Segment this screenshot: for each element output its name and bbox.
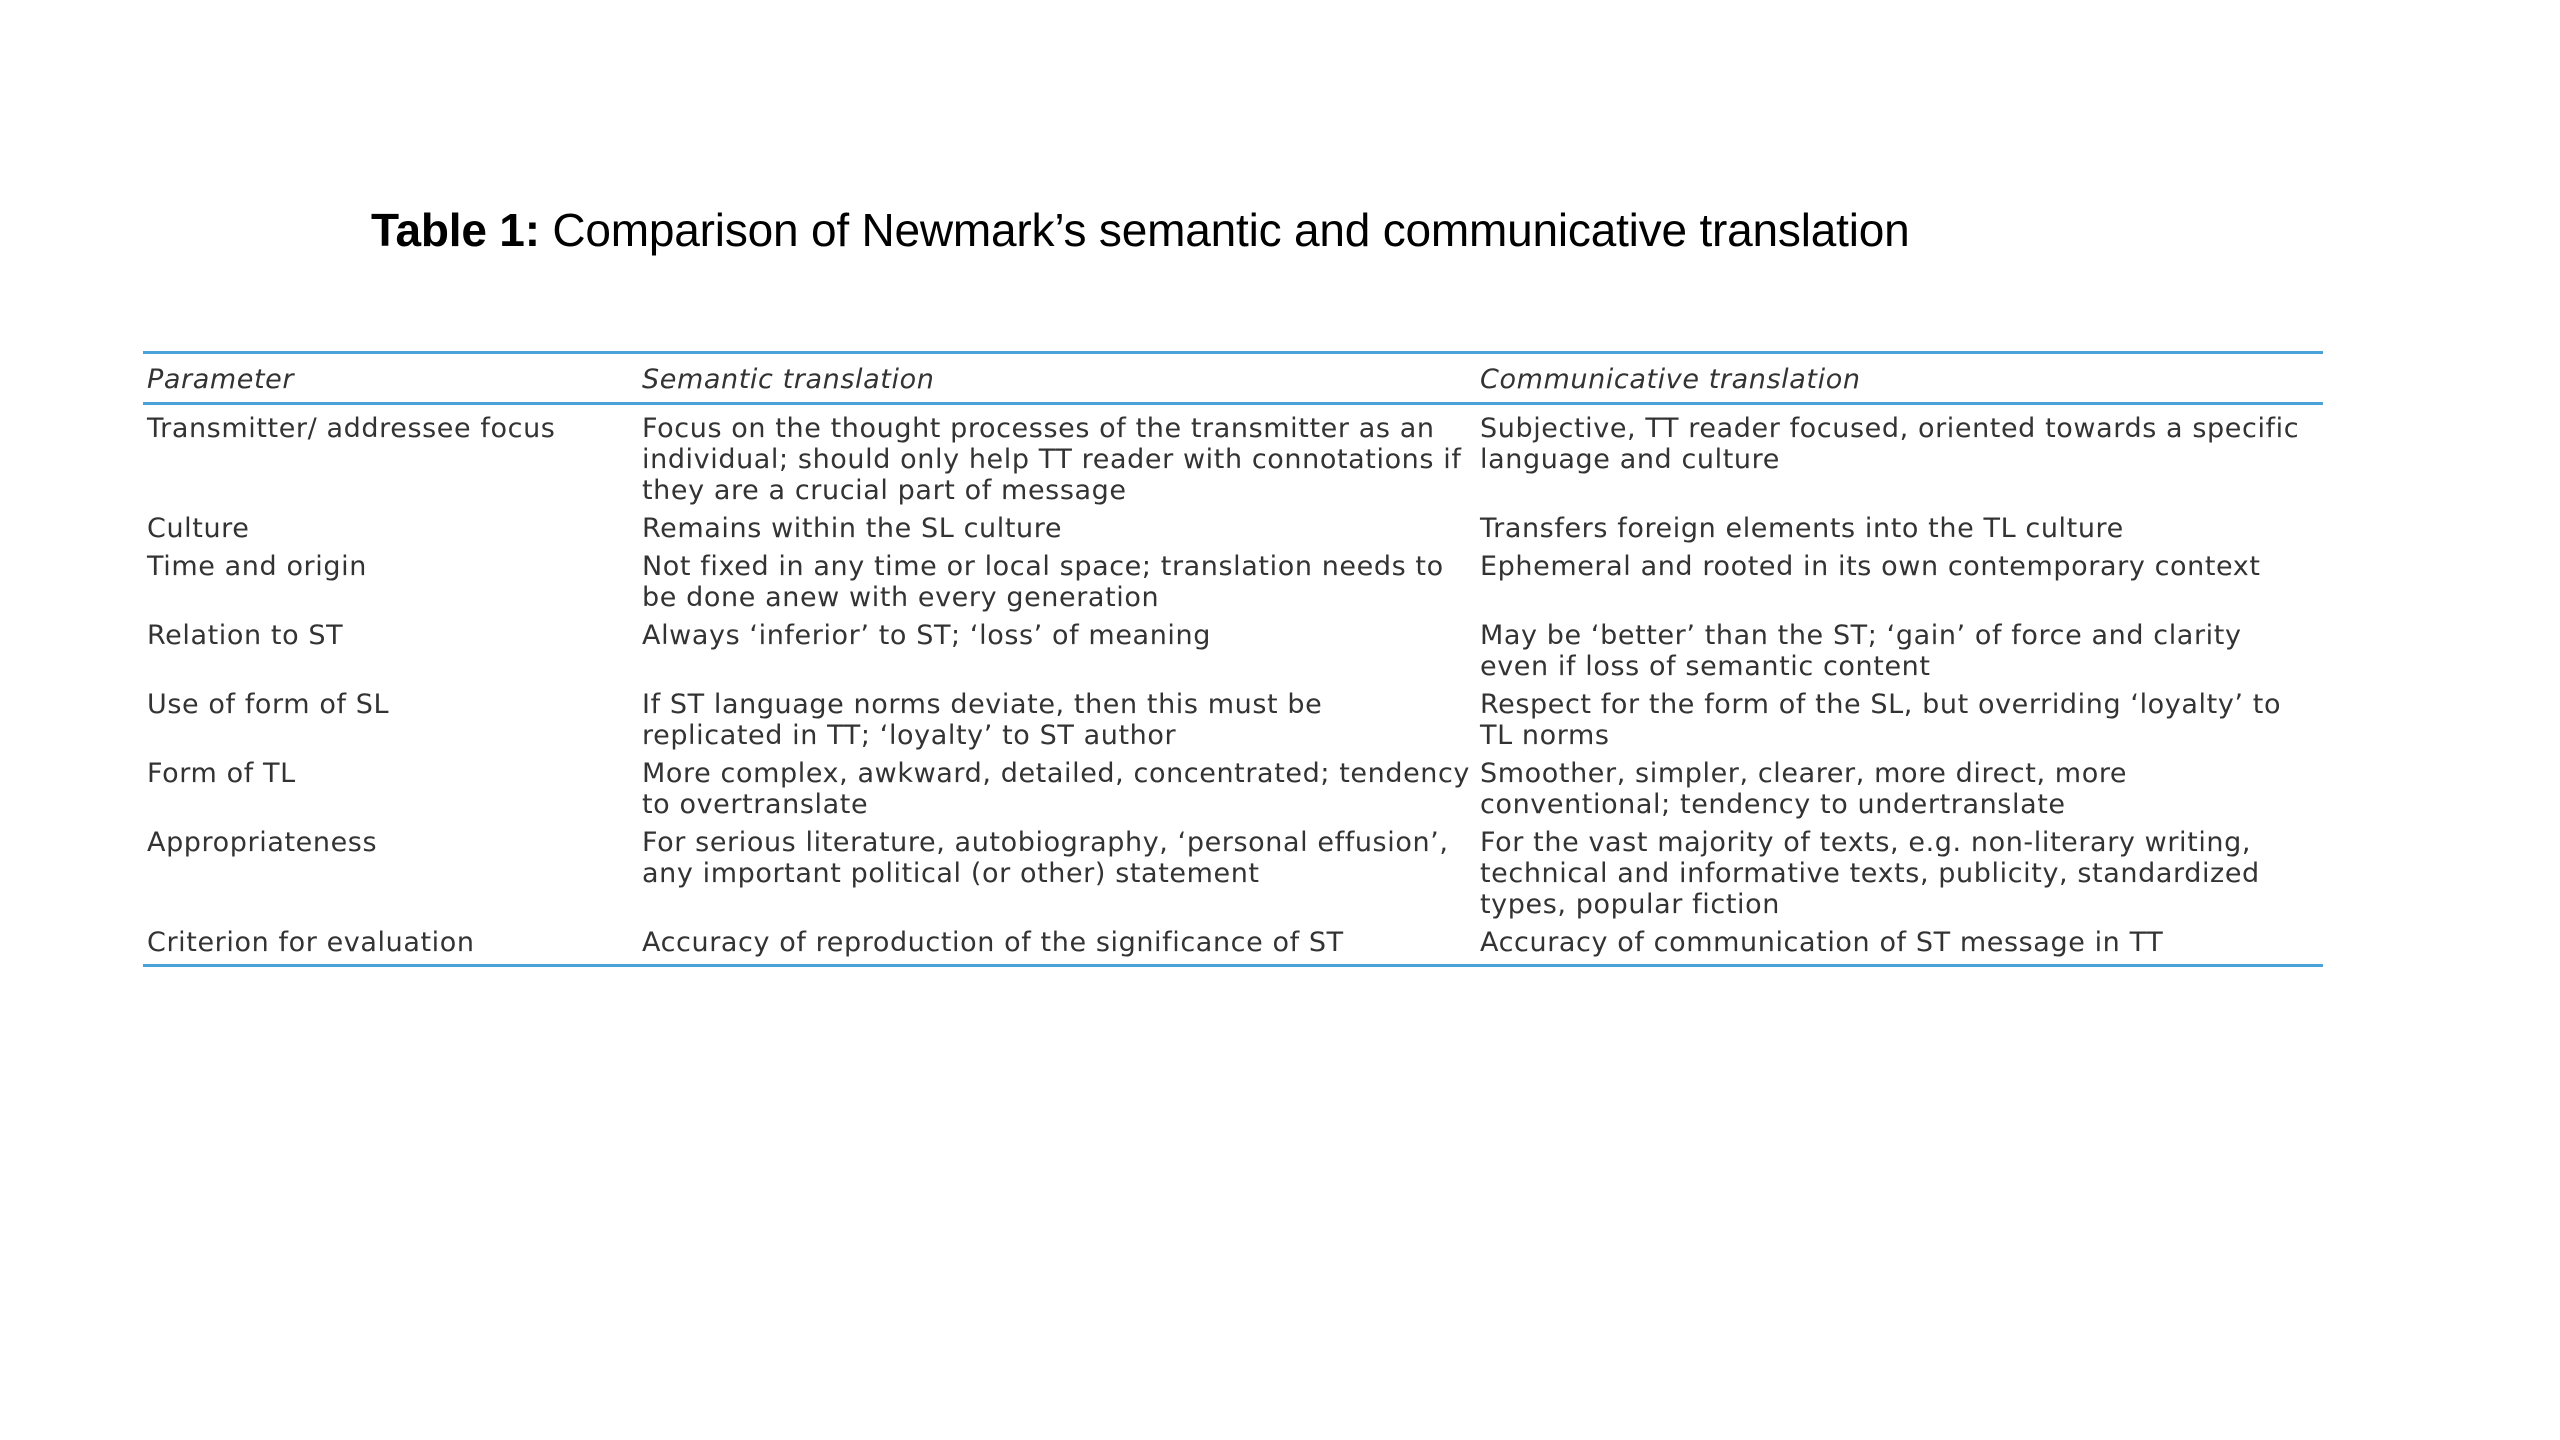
header-row: [143, 353, 2323, 404]
table-body: [143, 404, 2323, 966]
cell-parameter: Culture: [147, 513, 250, 544]
cell-communicative: Transfers foreign elements into the TL culture: [1480, 513, 2124, 544]
cell-semantic: For serious literature, autobiography, ‘personal effusion’, any important political (or other) statement: [642, 827, 1449, 889]
table-row: [143, 616, 2323, 685]
cell-parameter: Use of form of SL: [147, 689, 390, 720]
table-row: [143, 547, 2323, 616]
cell-semantic: Accuracy of reproduction of the significance of ST: [642, 927, 1344, 958]
cell-semantic: Not fixed in any time or local space; translation needs to be done anew with every generation: [642, 551, 1444, 613]
cell-semantic: If ST language norms deviate, then this must be replicated in TT; ‘loyalty’ to ST author: [642, 689, 1323, 751]
table-header: [143, 353, 2323, 404]
cell-parameter: Time and origin: [147, 551, 367, 582]
cell-communicative: Accuracy of communication of ST message in TT: [1480, 927, 2164, 958]
comparison-table-container: [143, 351, 2323, 967]
table-row: [143, 823, 2323, 923]
cell-parameter: Form of TL: [147, 758, 296, 789]
cell-communicative: May be ‘better’ than the ST; ‘gain’ of force and clarity even if loss of semantic content: [1480, 620, 2242, 682]
cell-communicative: Subjective, TT reader focused, oriented towards a specific language and culture: [1480, 413, 2300, 475]
cell-semantic: More complex, awkward, detailed, concentrated; tendency to overtranslate: [642, 758, 1471, 820]
slide-title: [371, 203, 1909, 258]
header-communicative: Communicative translation: [1480, 363, 1861, 395]
table-row: [143, 754, 2323, 823]
cell-semantic: Remains within the SL culture: [642, 513, 1063, 544]
cell-semantic: Always ‘inferior’ to ST; ‘loss’ of meaning: [642, 620, 1211, 651]
cell-parameter: Criterion for evaluation: [147, 927, 475, 958]
comparison-table: [143, 351, 2323, 967]
cell-parameter: Relation to ST: [147, 620, 344, 651]
cell-parameter: Appropriateness: [147, 827, 378, 858]
cell-communicative: For the vast majority of texts, e.g. non-literary writing, technical and informative texts, publicity, standardized types, popular fiction: [1480, 827, 2260, 920]
table-row: [143, 685, 2323, 754]
title-text: Comparison of Newmark’s semantic and communicative translation: [539, 204, 1910, 256]
header-semantic: Semantic translation: [642, 363, 935, 395]
header-parameter: Parameter: [147, 363, 295, 395]
cell-parameter: Transmitter/ addressee focus: [147, 413, 556, 444]
cell-communicative: Respect for the form of the SL, but overriding ‘loyalty’ to TL norms: [1480, 689, 2282, 751]
table-row: [143, 404, 2323, 510]
cell-communicative: Smoother, simpler, clearer, more direct, more conventional; tendency to undertranslate: [1480, 758, 2128, 820]
table-label: Table 1:: [371, 204, 540, 256]
table-row: [143, 923, 2323, 966]
table-row: [143, 509, 2323, 547]
cell-semantic: Focus on the thought processes of the transmitter as an individual; should only help TT reader with connotations if they are a crucial part of message: [642, 413, 1462, 506]
cell-communicative: Ephemeral and rooted in its own contemporary context: [1480, 551, 2261, 582]
